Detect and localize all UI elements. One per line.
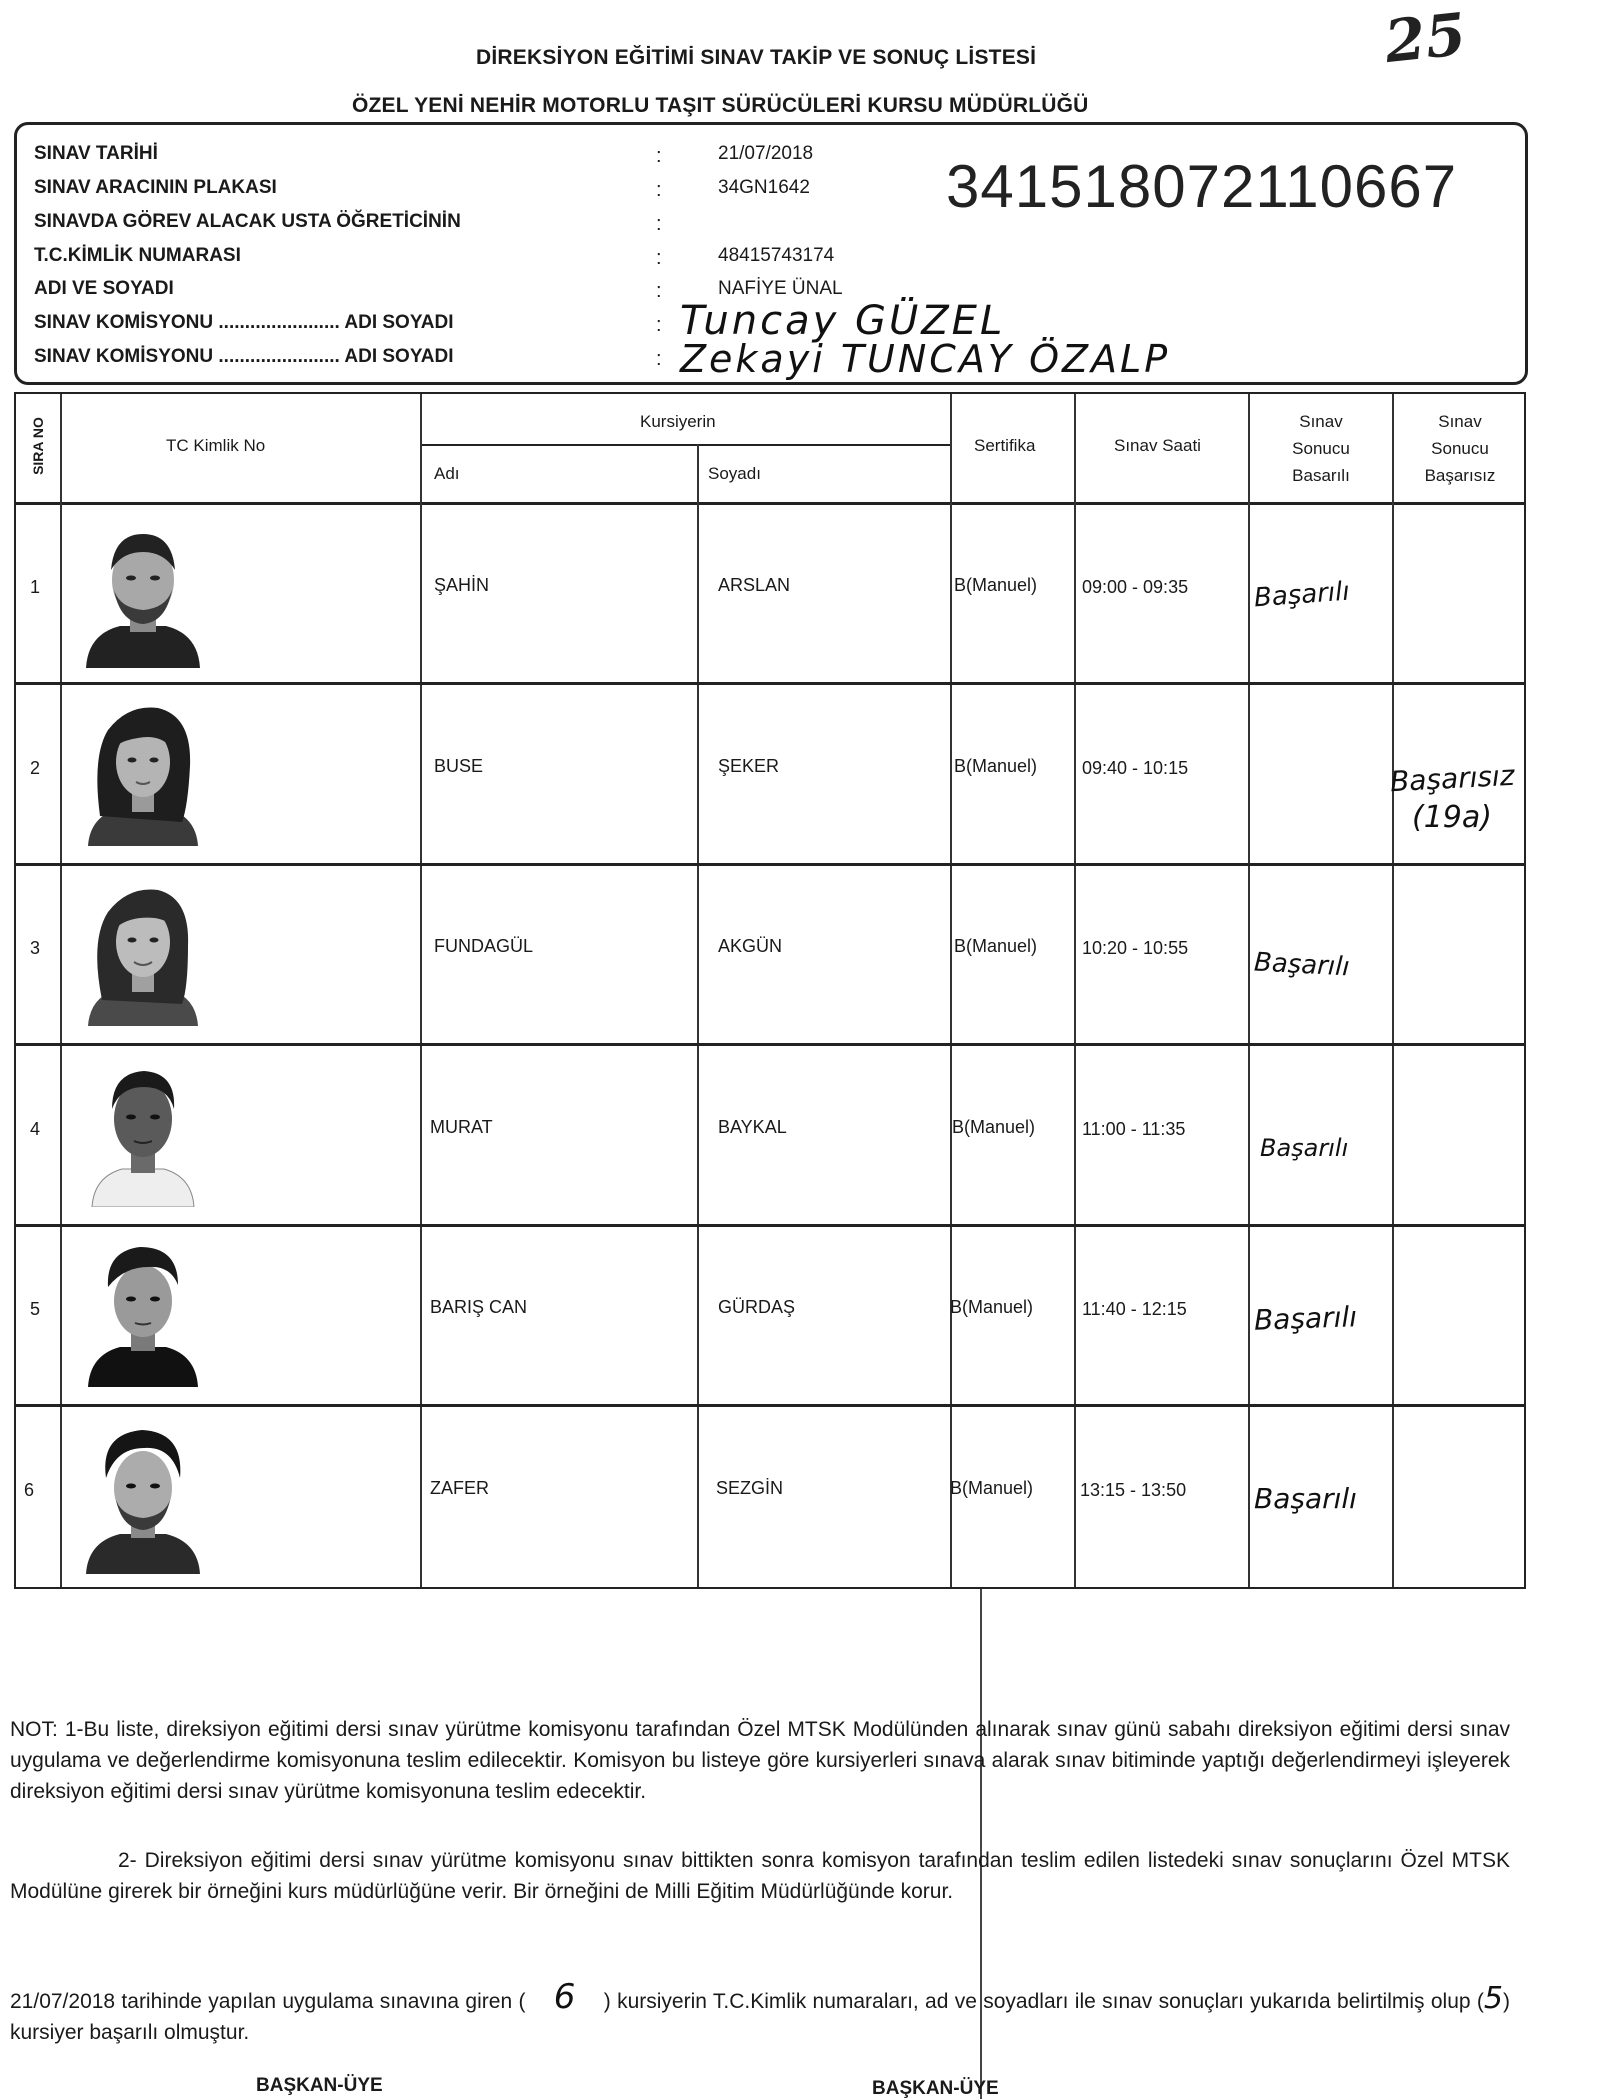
student-photo [78, 1424, 208, 1574]
col-line [60, 394, 62, 1587]
info-label-instructor: SINAVDA GÖREV ALACAK USTA ÖĞRETİCİNİN [34, 211, 461, 232]
certificate-type: B(Manuel) [954, 756, 1038, 776]
summary-text-2: ) kursiyerin T.C.Kimlik numaraları, ad ve soyadları ile sınav sonuçları yukarıda belirtilmiş olup ( [603, 1990, 1484, 2013]
row-line [16, 863, 1524, 866]
header-basarili: Sınav Sonucu Basarılı [1292, 412, 1350, 486]
student-last-name: GÜRDAŞ [718, 1297, 796, 1317]
student-last-name: ŞEKER [718, 756, 780, 776]
header-sertifika: Sertifika [974, 436, 1036, 455]
info-colon: : [656, 145, 662, 167]
row-number: 2 [30, 758, 41, 778]
result-passed: Başarılı [1253, 947, 1351, 983]
certificate-type: B(Manuel) [954, 936, 1038, 956]
info-colon: : [656, 280, 662, 302]
signature-right: BAŞKAN-ÜYE [872, 2078, 999, 2099]
header-sinav-saati: Sınav Saati [1114, 436, 1201, 455]
row-line [16, 1404, 1524, 1407]
note-2 [10, 1845, 1510, 1907]
result-passed: Başarılı [1253, 1300, 1358, 1337]
student-first-name: ZAFER [430, 1478, 490, 1498]
result-failed-note: (19a) [1412, 800, 1492, 835]
document-subtitle: ÖZEL YENİ NEHİR MOTORLU TAŞIT SÜRÜCÜLERİ KURSU MÜDÜRLÜĞÜ [352, 94, 1089, 117]
row-number: 4 [30, 1119, 41, 1139]
header-soyadi: Soyadı [708, 464, 761, 483]
info-label-commission-1: SINAV KOMİSYONU ....................... ADI SOYADI [34, 312, 454, 333]
student-first-name: MURAT [430, 1117, 493, 1137]
info-label-vehicle-plate: SINAV ARACININ PLAKASI [34, 177, 277, 198]
info-label-tc-number: T.C.KİMLİK NUMARASI [34, 245, 241, 266]
exam-time: 13:15 - 13:50 [1080, 1480, 1187, 1500]
note-2-text: 2- Direksiyon eğitimi dersi sınav yürütme komisyonu sınav bittikten sonra komisyon tarafından teslim edilen listedeki sınav sonuçlarını Özel MTSK Modülüne girerek bir örneğini kurs müdürlüğüne verir. Bir örneğini de Milli Eğitim Müdürlüğünde korur. [10, 1849, 1510, 1903]
results-table [14, 392, 1526, 1589]
certificate-type: B(Manuel) [954, 575, 1038, 595]
exam-time: 11:40 - 12:15 [1082, 1299, 1187, 1319]
info-value-commission-1: Tuncay GÜZEL [680, 298, 1006, 344]
row-line [16, 1224, 1524, 1227]
info-label-exam-date: SINAV TARİHİ [34, 143, 158, 164]
exam-time: 09:40 - 10:15 [1082, 758, 1189, 778]
summary [10, 1977, 1510, 2048]
student-photo [78, 1057, 208, 1207]
student-photo [78, 876, 208, 1026]
info-colon: : [656, 213, 662, 235]
row-line [16, 682, 1524, 685]
info-value-commission-2: Zekayi TUNCAY ÖZALP [680, 337, 1171, 381]
summary-text-1: 21/07/2018 tarihinde yapılan uygulama sınavına giren ( [10, 1990, 526, 2013]
summary-passed-count: 5 [1483, 1981, 1503, 2016]
student-first-name: ŞAHİN [434, 575, 490, 595]
col-line [1074, 394, 1076, 1587]
info-colon: : [656, 247, 662, 269]
certificate-type: B(Manuel) [952, 1117, 1036, 1137]
kursiyerin-divider [420, 444, 950, 446]
info-colon: : [656, 348, 662, 370]
header-bottom-line [16, 502, 1524, 505]
row-line [16, 1043, 1524, 1046]
result-passed: Başarılı [1260, 1134, 1349, 1162]
certificate-type: B(Manuel) [950, 1297, 1034, 1317]
summary-total-count: 6 [553, 1977, 576, 2017]
row-number: 5 [30, 1299, 41, 1319]
info-label-name: ADI VE SOYADI [34, 278, 174, 299]
summary-text-3: ) kursiyer başarılı olmuştur. [10, 1990, 1510, 2044]
signature-left: BAŞKAN-ÜYE [256, 2075, 383, 2096]
document-number: 341518072110667 [946, 153, 1458, 220]
note-1: NOT: 1-Bu liste, direksiyon eğitimi dersi sınav yürütme komisyonu tarafından Özel MTSK Modülünden alınarak sınav günü sabahı direksiyon eğitimi dersi sınav uygulama ve değerlendirme komisyonuna teslim edilecektir. Komisyon bu listeye göre kursiyerleri sınava alarak sınav bitiminde yaptığı değerlendirmeyi işleyerek direksiyon eğitimi dersi sınav yürütme komisyonuna teslim edecektir. [10, 1718, 1510, 1803]
row-number: 3 [30, 938, 41, 958]
student-last-name: AKGÜN [718, 936, 783, 956]
header-adi: Adı [434, 464, 460, 483]
student-photo [78, 696, 208, 846]
info-value-name: NAFİYE ÜNAL [718, 278, 843, 299]
row-number: 1 [30, 577, 41, 597]
col-line [950, 394, 952, 1587]
student-last-name: BAYKAL [718, 1117, 787, 1137]
row-number: 6 [24, 1480, 35, 1500]
col-line [420, 394, 422, 1587]
student-last-name: SEZGİN [716, 1478, 784, 1498]
student-last-name: ARSLAN [718, 575, 791, 595]
student-first-name: BUSE [434, 756, 484, 776]
student-photo [78, 1237, 208, 1387]
col-line [697, 444, 699, 1587]
document-title: DİREKSİYON EĞİTİMİ SINAV TAKİP VE SONUÇ LİSTESİ [476, 46, 1037, 69]
col-line [1248, 394, 1250, 1587]
info-value-tc-number: 48415743174 [718, 245, 835, 266]
exam-time: 10:20 - 10:55 [1082, 938, 1189, 958]
header-basarisiz: Sınav Sonucu Başarısız [1424, 412, 1496, 486]
exam-time: 09:00 - 09:35 [1082, 577, 1189, 597]
header-sira-no: SIRA NO [30, 417, 46, 475]
page-number: 25 [1381, 0, 1470, 77]
header-kursiyerin: Kursiyerin [640, 412, 716, 431]
student-first-name: BARIŞ CAN [430, 1297, 528, 1317]
result-failed: Başarısız [1389, 758, 1516, 799]
info-value-exam-date: 21/07/2018 [718, 143, 814, 164]
header-tc-kimlik: TC Kimlik No [166, 436, 266, 455]
info-colon: : [656, 314, 662, 336]
result-passed: Başarılı [1253, 576, 1351, 614]
result-passed: Başarılı [1254, 1482, 1357, 1515]
certificate-type: B(Manuel) [950, 1478, 1034, 1498]
info-colon: : [656, 179, 662, 201]
info-value-vehicle-plate: 34GN1642 [718, 177, 810, 198]
info-label-commission-2: SINAV KOMİSYONU ....................... ADI SOYADI [34, 346, 454, 367]
exam-time: 11:00 - 11:35 [1082, 1119, 1186, 1139]
col-line [1392, 394, 1394, 1587]
student-photo [78, 518, 208, 668]
student-first-name: FUNDAGÜL [434, 936, 534, 956]
